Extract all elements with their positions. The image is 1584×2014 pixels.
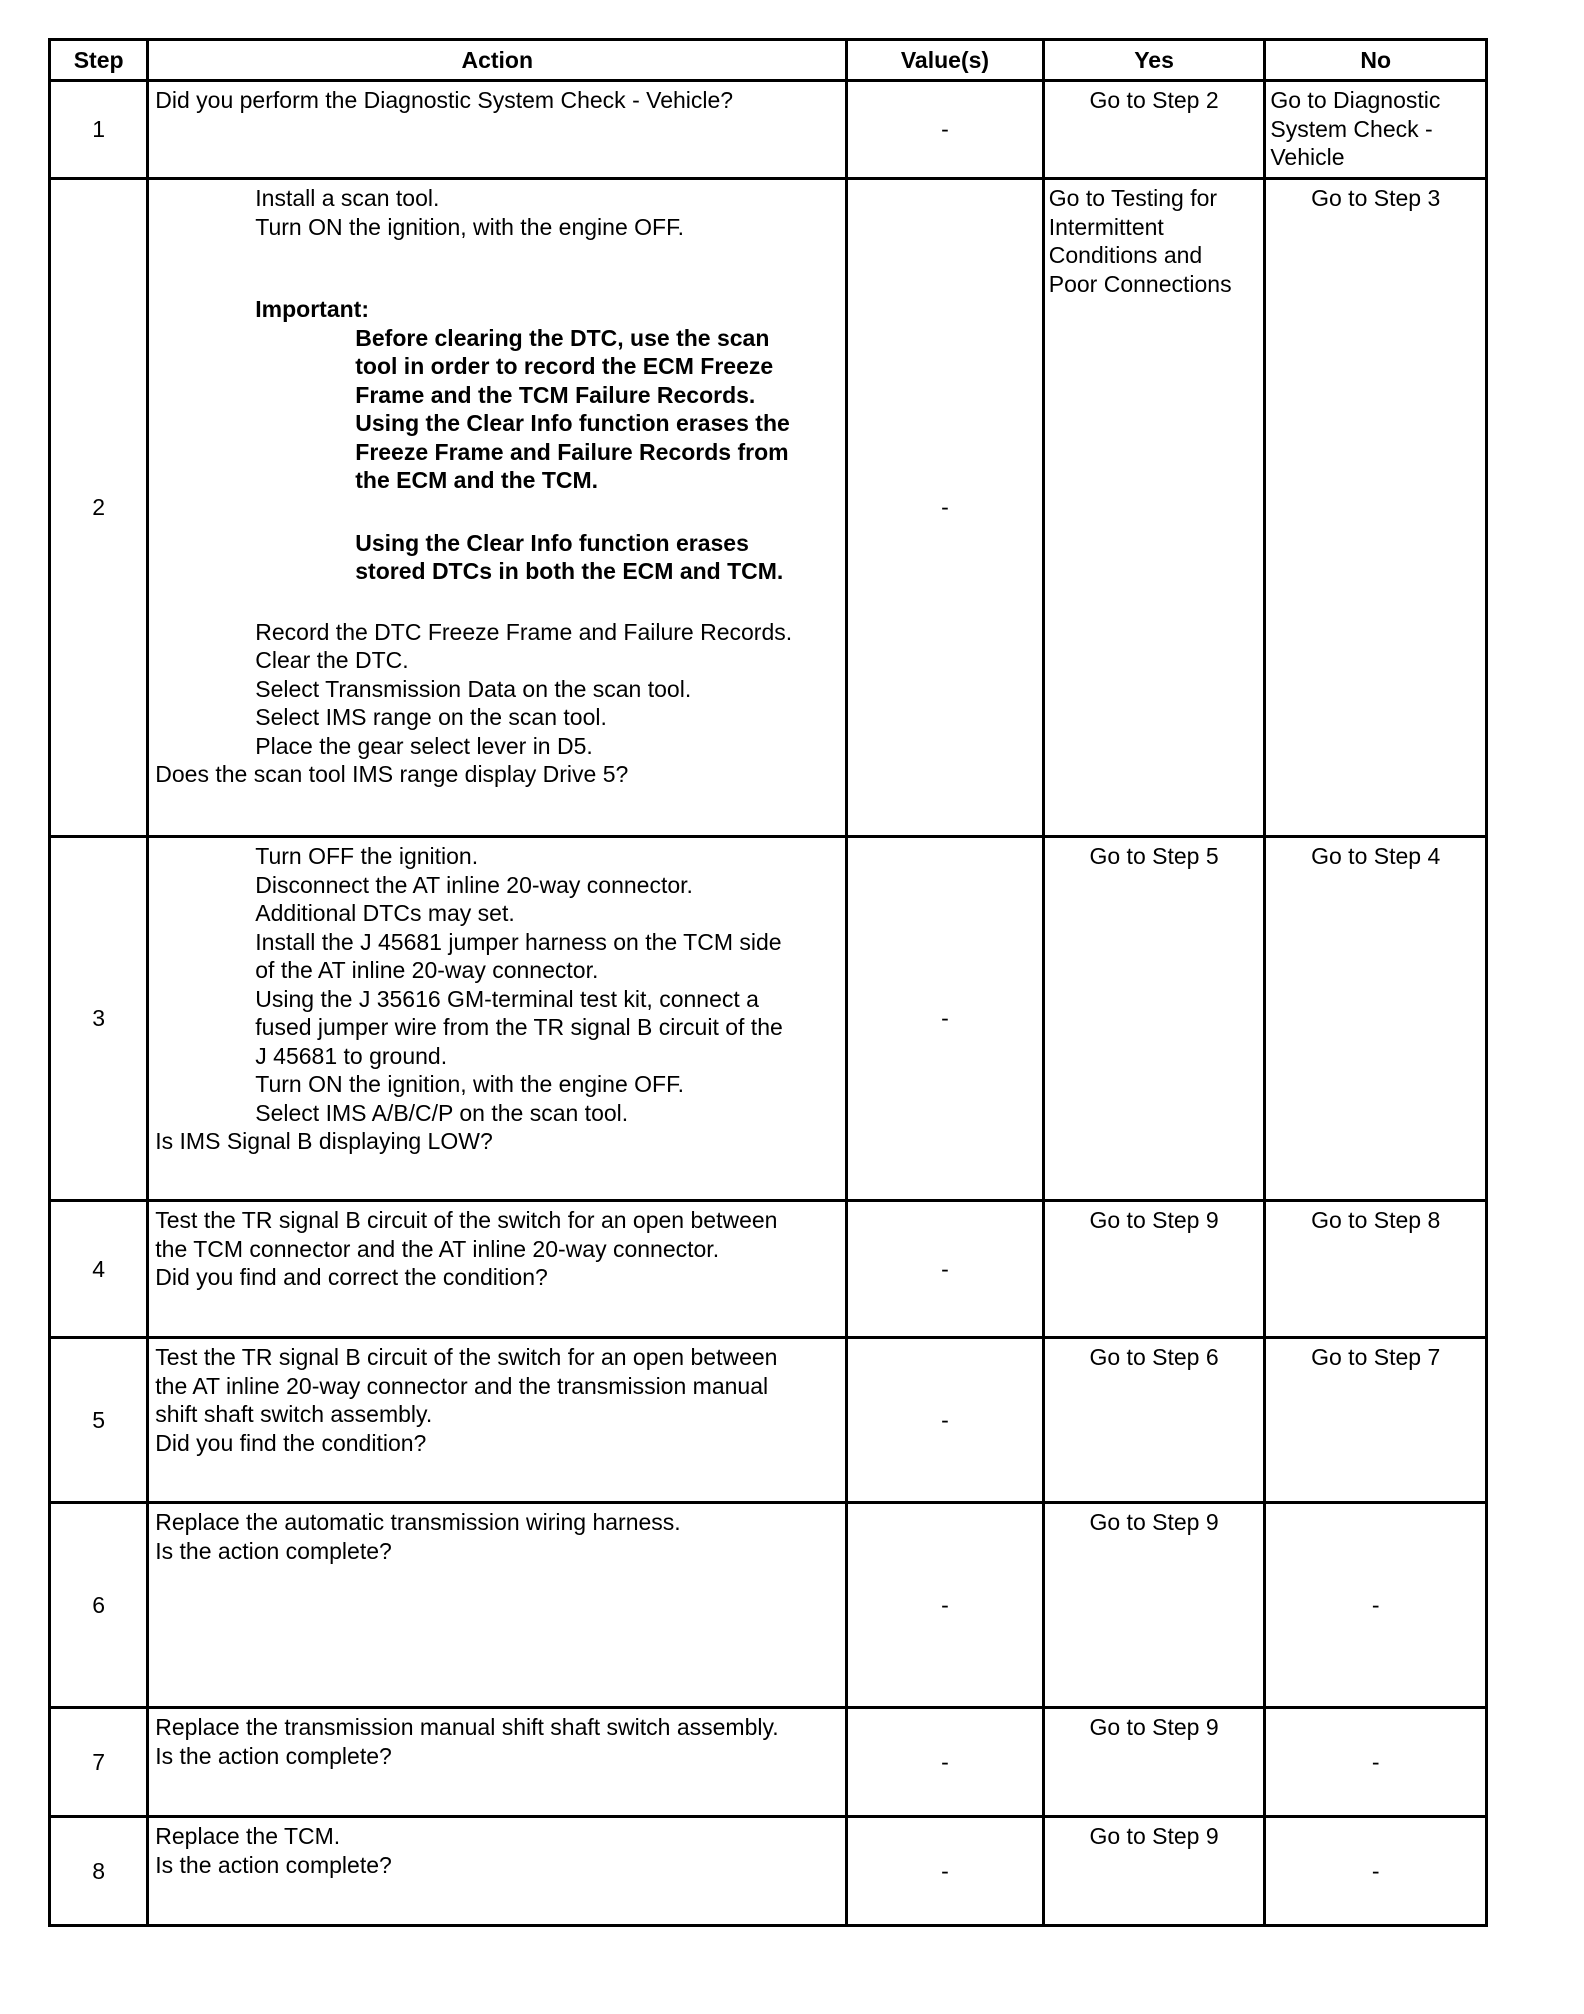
question-text: Does the scan tool IMS range display Drive 5? bbox=[155, 761, 629, 787]
no-link[interactable]: System Check - bbox=[1270, 115, 1433, 142]
action-cell bbox=[149, 1202, 845, 1294]
important-note: tool in order to record the ECM Freeze bbox=[355, 353, 774, 379]
action-step: fused jumper wire from the TR signal B circuit of the bbox=[255, 1014, 783, 1040]
no-cell: - bbox=[1265, 1708, 1487, 1817]
important-note: Frame and the TCM Failure Records. bbox=[355, 381, 756, 408]
yes-link[interactable]: Go to Step 6 bbox=[1089, 1344, 1219, 1370]
action-text: Did you perform the Diagnostic System Check - Vehicle? bbox=[155, 87, 734, 113]
header-action: Action bbox=[148, 40, 847, 81]
important-note: Using the Clear Info function erases the bbox=[355, 410, 790, 436]
question-text: Is IMS Signal B displaying LOW? bbox=[155, 1128, 493, 1154]
table-row bbox=[50, 1201, 1487, 1338]
table-row bbox=[50, 1817, 1487, 1926]
action-cell bbox=[149, 1339, 845, 1459]
header-values: Value(s) bbox=[847, 40, 1044, 81]
value-cell: - bbox=[847, 837, 1044, 1201]
question-text: Did you find the condition? bbox=[155, 1429, 427, 1456]
question-text: Is the action complete? bbox=[155, 1537, 392, 1564]
action-text: the AT inline 20-way connector and the transmission manual bbox=[155, 1372, 769, 1399]
yes-link[interactable]: Intermittent bbox=[1048, 213, 1164, 240]
no-link[interactable]: Go to Step 8 bbox=[1311, 1207, 1441, 1233]
table-row bbox=[50, 837, 1487, 1201]
step-number: 7 bbox=[50, 1708, 148, 1817]
action-step: Clear the DTC. bbox=[255, 647, 409, 673]
action-text: Replace the automatic transmission wiring harness. bbox=[155, 1509, 681, 1535]
table-row bbox=[50, 81, 1487, 179]
no-cell: - bbox=[1265, 1817, 1487, 1926]
action-cell bbox=[149, 180, 845, 791]
yes-link[interactable]: Go to Step 9 bbox=[1089, 1823, 1219, 1849]
action-step: Turn ON the ignition, with the engine OFF. bbox=[255, 213, 684, 240]
yes-link[interactable]: Go to Step 9 bbox=[1089, 1509, 1219, 1535]
action-text: Replace the TCM. bbox=[155, 1823, 341, 1849]
action-cell bbox=[149, 82, 845, 117]
no-cell: - bbox=[1265, 1503, 1487, 1708]
important-note: stored DTCs in both the ECM and TCM. bbox=[355, 558, 784, 584]
action-body bbox=[155, 1343, 839, 1429]
important-note: the ECM and the TCM. bbox=[355, 467, 599, 493]
table-row bbox=[50, 1503, 1487, 1708]
yes-cell bbox=[1045, 82, 1264, 117]
action-cell bbox=[149, 1818, 845, 1881]
question-text: Is the action complete? bbox=[155, 1742, 392, 1769]
question-text: Did you find and correct the condition? bbox=[155, 1264, 548, 1290]
step-number: 2 bbox=[50, 179, 148, 837]
yes-cell bbox=[1045, 1709, 1264, 1744]
action-step: Using the J 35616 GM-terminal test kit, connect a bbox=[255, 985, 759, 1012]
action-step: Additional DTCs may set. bbox=[255, 900, 515, 926]
yes-link[interactable]: Go to Step 5 bbox=[1089, 843, 1219, 869]
important-note: Using the Clear Info function erases bbox=[355, 529, 749, 556]
action-step: Select IMS A/B/C/P on the scan tool. bbox=[255, 1099, 629, 1126]
value-cell: - bbox=[847, 179, 1044, 837]
yes-cell bbox=[1045, 1202, 1264, 1237]
no-cell bbox=[1266, 180, 1485, 215]
no-cell bbox=[1266, 1202, 1485, 1237]
action-step: Record the DTC Freeze Frame and Failure Records. bbox=[255, 618, 793, 645]
action-body bbox=[155, 842, 839, 1127]
action-step: Turn ON the ignition, with the engine OFF. bbox=[255, 1071, 684, 1097]
yes-link[interactable]: Poor Connections bbox=[1048, 270, 1232, 297]
table-row bbox=[50, 1338, 1487, 1503]
important-label: Important: bbox=[255, 296, 369, 322]
action-step: Place the gear select lever in D5. bbox=[255, 732, 593, 759]
step-number: 6 bbox=[50, 1503, 148, 1708]
step-number: 4 bbox=[50, 1201, 148, 1338]
action-step: Select IMS range on the scan tool. bbox=[255, 704, 607, 730]
no-link[interactable]: Go to Diagnostic bbox=[1270, 87, 1441, 113]
action-text: Replace the transmission manual shift shaft switch assembly. bbox=[155, 1714, 779, 1740]
header-no: No bbox=[1265, 40, 1487, 81]
diagnostic-table bbox=[48, 38, 1488, 1927]
action-cell bbox=[149, 1709, 845, 1772]
action-text: Test the TR signal B circuit of the switch for an open between bbox=[155, 1344, 778, 1370]
action-step: Install a scan tool. bbox=[255, 185, 440, 211]
action-text: Test the TR signal B circuit of the switch for an open between bbox=[155, 1207, 778, 1233]
value-cell: - bbox=[847, 1708, 1044, 1817]
action-text: shift shaft switch assembly. bbox=[155, 1401, 433, 1427]
value-cell: - bbox=[847, 1338, 1044, 1503]
yes-cell bbox=[1045, 1818, 1264, 1853]
no-link[interactable]: Go to Step 4 bbox=[1311, 843, 1441, 869]
yes-cell bbox=[1045, 838, 1264, 873]
action-body bbox=[155, 1206, 839, 1263]
action-step: J 45681 to ground. bbox=[255, 1042, 448, 1069]
question-text: Is the action complete? bbox=[155, 1851, 392, 1878]
table-row bbox=[50, 1708, 1487, 1817]
yes-cell bbox=[1045, 1339, 1264, 1374]
value-cell: - bbox=[847, 1201, 1044, 1338]
action-step: Disconnect the AT inline 20-way connector. bbox=[255, 871, 693, 898]
header-yes: Yes bbox=[1043, 40, 1265, 81]
header-row bbox=[50, 40, 1487, 81]
yes-link[interactable]: Conditions and bbox=[1048, 242, 1203, 268]
action-body bbox=[155, 184, 839, 760]
no-link[interactable]: Go to Step 3 bbox=[1311, 185, 1441, 211]
step-number: 3 bbox=[50, 837, 148, 1201]
action-step: Install the J 45681 jumper harness on the TCM side bbox=[255, 928, 782, 955]
yes-link[interactable]: Go to Step 9 bbox=[1089, 1207, 1219, 1233]
header-step: Step bbox=[50, 40, 148, 81]
action-step: of the AT inline 20-way connector. bbox=[255, 957, 599, 983]
action-step: Turn OFF the ignition. bbox=[255, 843, 479, 869]
action-cell bbox=[149, 1504, 845, 1567]
value-cell: - bbox=[847, 1503, 1044, 1708]
action-text: the TCM connector and the AT inline 20-way connector. bbox=[155, 1235, 720, 1262]
yes-link[interactable]: Go to Step 2 bbox=[1089, 87, 1219, 113]
yes-cell bbox=[1045, 180, 1264, 300]
no-cell bbox=[1266, 838, 1485, 873]
no-link[interactable]: Go to Step 7 bbox=[1311, 1344, 1441, 1370]
no-cell bbox=[1266, 1339, 1485, 1374]
step-number: 1 bbox=[50, 81, 148, 179]
step-number: 8 bbox=[50, 1817, 148, 1926]
value-cell: - bbox=[847, 81, 1044, 179]
value-cell: - bbox=[847, 1817, 1044, 1926]
action-cell bbox=[149, 838, 845, 1158]
action-step: Select Transmission Data on the scan tool. bbox=[255, 675, 692, 702]
important-note: Freeze Frame and Failure Records from bbox=[355, 438, 789, 465]
yes-cell bbox=[1045, 1504, 1264, 1539]
yes-link[interactable]: Go to Step 9 bbox=[1089, 1714, 1219, 1740]
no-link[interactable]: Vehicle bbox=[1270, 144, 1345, 170]
important-note: Before clearing the DTC, use the scan bbox=[355, 324, 770, 351]
yes-link[interactable]: Go to Testing for bbox=[1048, 185, 1218, 211]
table-row bbox=[50, 179, 1487, 837]
step-number: 5 bbox=[50, 1338, 148, 1503]
no-cell bbox=[1266, 82, 1485, 174]
